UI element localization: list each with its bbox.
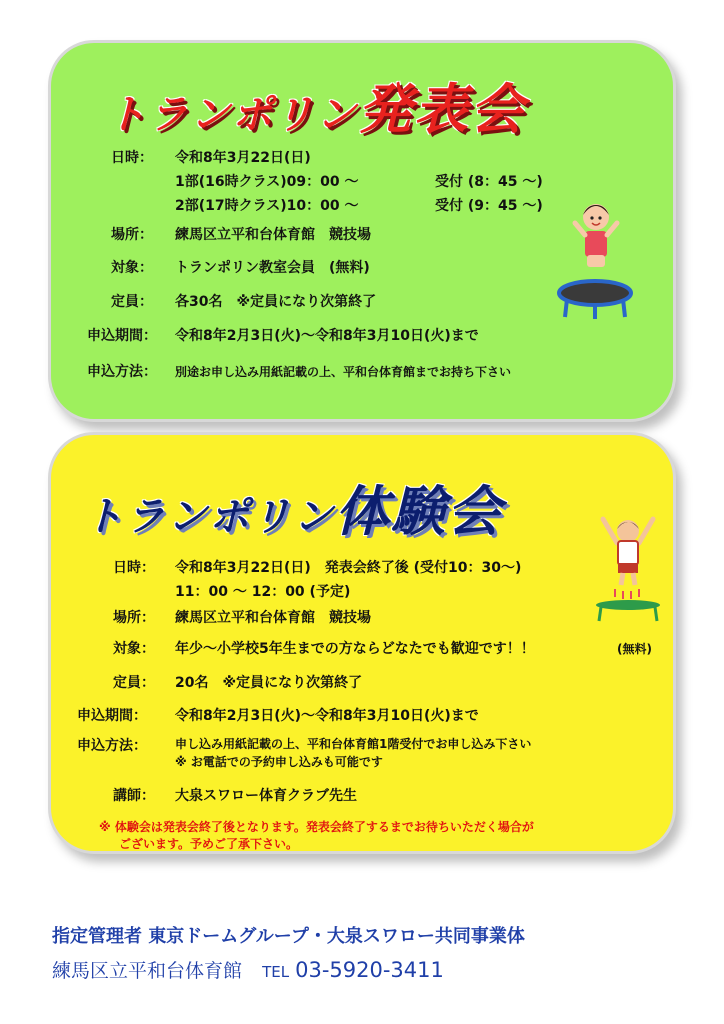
boy-trampoline-illustration	[593, 513, 663, 623]
girl-eye	[598, 216, 601, 219]
trial-method-value-1: 申し込み用紙記載の上、平和台体育館1階受付でお申し込み下さい	[175, 737, 532, 751]
trial-panel	[48, 432, 676, 854]
trampoline-leg	[565, 299, 567, 317]
recital-target-label: 対象：	[111, 260, 153, 276]
trial-method-label: 申込方法：	[77, 738, 147, 754]
boy-arm	[639, 519, 653, 543]
footer-manager: 指定管理者 東京ドームグループ・大泉スワロー共同事業体	[52, 926, 525, 947]
recital-session2: 2部(17時クラス)10：00 ～	[175, 198, 359, 214]
trial-period-label: 申込期間：	[77, 708, 147, 724]
girl-arm	[607, 223, 617, 235]
recital-panel	[48, 40, 676, 422]
trampoline-leg	[655, 607, 657, 621]
trial-capacity-label: 定員：	[113, 675, 155, 691]
motion-lines	[615, 589, 639, 599]
trial-capacity-value: 20名 ※定員になり次第終了	[175, 675, 363, 691]
recital-target-value: トランポリン教室会員 (無料)	[175, 260, 370, 276]
trampoline-leg	[623, 299, 625, 317]
girl-arm	[575, 223, 585, 235]
recital-capacity-label: 定員：	[111, 294, 153, 310]
footer-facility: 練馬区立平和台体育館	[52, 960, 243, 982]
trial-target-value: 年少～小学校5年生までの方ならどなたでも歓迎です！！	[175, 641, 535, 657]
girl-eye	[590, 216, 593, 219]
trial-target-label: 対象：	[113, 641, 155, 657]
trial-instructor-value: 大泉スワロー体育クラブ先生	[175, 788, 357, 804]
recital-session2-reception: 受付 (9：45 ～)	[435, 198, 543, 214]
boy-arm	[603, 519, 617, 543]
footer-tel-prefix: TEL	[262, 963, 290, 981]
girl-legs	[587, 255, 605, 267]
recital-title: トランポリン発表会	[106, 78, 526, 141]
footer-tel: 03-5920-3411	[295, 958, 444, 982]
trial-target-fee: (無料)	[617, 642, 652, 656]
trampoline-bed	[596, 600, 660, 610]
recital-period-value: 令和8年2月3日(火)～令和8年3月10日(火)まで	[175, 328, 479, 344]
recital-place-value: 練馬区立平和台体育館 競技場	[175, 227, 371, 243]
boy-leg	[633, 573, 635, 585]
trial-instructor-label: 講師：	[113, 788, 155, 804]
trial-note-line-1: ※ 体験会は発表会終了後となります。発表会終了するまでお待ちいただく場合が	[99, 820, 534, 834]
recital-period-label: 申込期間：	[87, 328, 157, 344]
boy-shorts	[618, 563, 638, 573]
trial-date-value: 令和8年3月22日(日) 発表会終了後 (受付10：30～)	[175, 560, 522, 576]
trial-time-value: 11：00 ～ 12：00 (予定)	[175, 584, 351, 600]
recital-date-label: 日時：	[111, 150, 153, 166]
trampoline-bed	[559, 281, 631, 305]
trial-note-line-2: ございます。予めご了承下さい。	[119, 837, 299, 851]
recital-capacity-value: 各30名 ※定員になり次第終了	[175, 294, 377, 310]
recital-method-value: 別途お申し込み用紙記載の上、平和台体育館までお持ち下さい	[175, 365, 512, 379]
girl-head	[583, 204, 609, 230]
trial-period-value: 令和8年2月3日(火)～令和8年3月10日(火)まで	[175, 708, 479, 724]
trampoline-leg	[599, 607, 601, 621]
boy-body	[618, 541, 638, 565]
footer-contact	[52, 956, 444, 983]
trial-place-value: 練馬区立平和台体育館 競技場	[175, 610, 371, 626]
recital-date-value: 令和8年3月22日(日)	[175, 150, 311, 166]
boy-head	[617, 520, 639, 542]
trial-method-value-2: ※ お電話での予約申し込みも可能です	[175, 755, 383, 769]
trial-place-label: 場所：	[113, 610, 155, 626]
recital-session1-reception: 受付 (8：45 ～)	[435, 174, 543, 190]
girl-trampoline-illustration	[555, 193, 635, 323]
recital-place-label: 場所：	[111, 227, 153, 243]
trial-title: トランポリン体験会	[83, 480, 503, 543]
boy-leg	[621, 573, 623, 585]
trial-date-label: 日時：	[113, 560, 155, 576]
recital-session1: 1部(16時クラス)09：00 ～	[175, 174, 359, 190]
recital-method-label: 申込方法：	[87, 364, 157, 380]
girl-body	[585, 231, 607, 257]
